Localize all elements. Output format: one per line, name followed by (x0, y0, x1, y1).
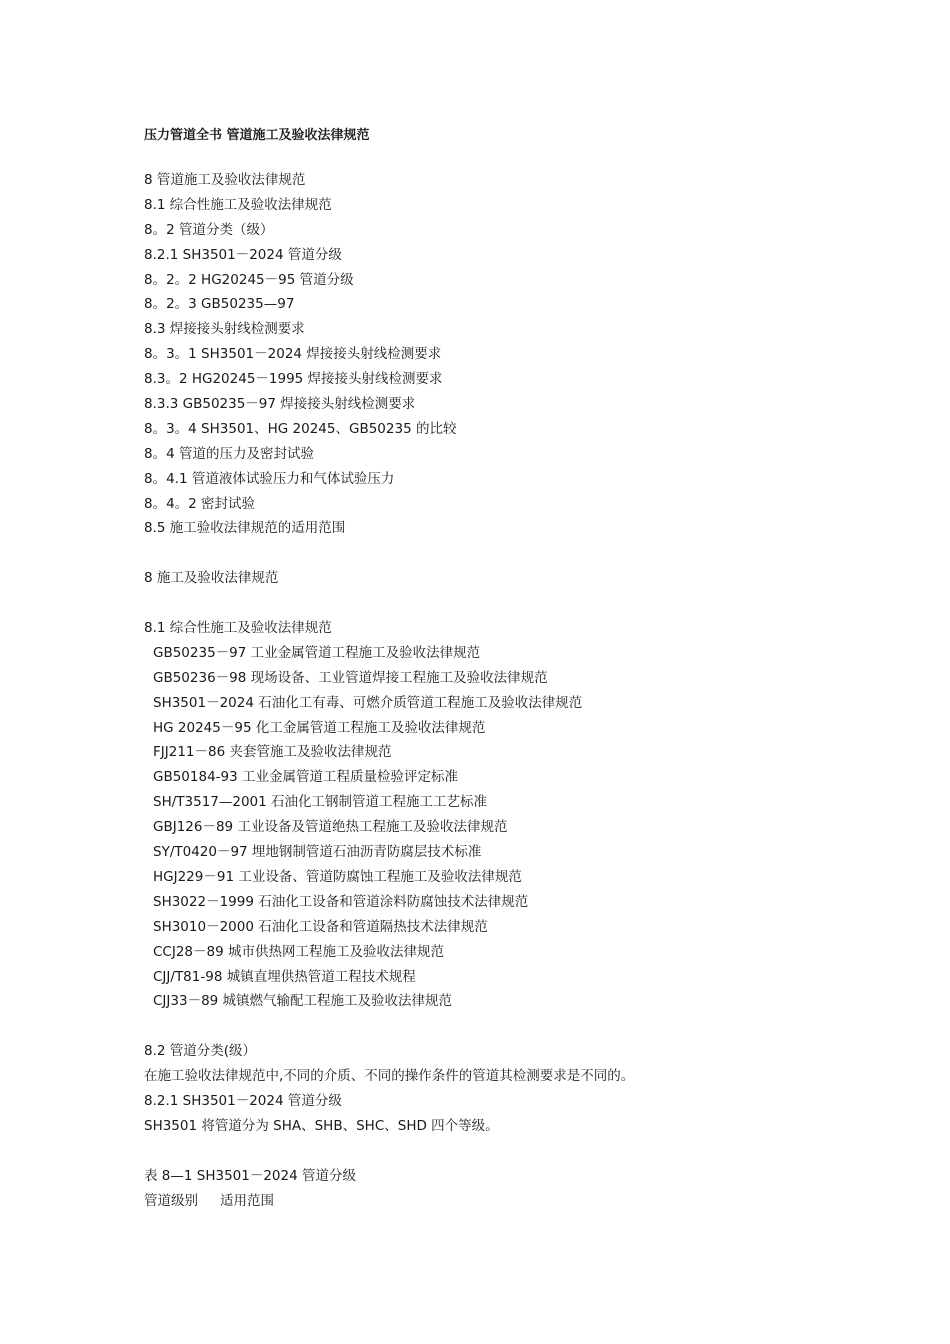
table-8-1 (144, 1164, 824, 1214)
toc-item: 8.3.3 GB50235－97 焊接接头射线检测要求 (144, 396, 416, 413)
standard-item: CCJ28－89 城市供热网工程施工及验收法律规范 (153, 943, 444, 960)
toc-item: 8.3。2 HG20245－1995 焊接接头射线检测要求 (144, 371, 443, 388)
standard-item: GBJ126－89 工业设备及管道绝热工程施工及验收法律规范 (153, 819, 508, 836)
standard-item: CJJ33－89 城镇燃气输配工程施工及验收法律规范 (153, 993, 453, 1010)
standard-item: SH3501－2024 石油化工有毒、可燃介质管道工程施工及验收法律规范 (153, 694, 583, 711)
standard-item: HG 20245－95 化工金属管道工程施工及验收法律规范 (153, 719, 486, 736)
toc-item: 8。4。2 密封试验 (144, 495, 256, 512)
section-heading: 8.2 管道分类(级） (144, 1043, 257, 1060)
standard-item: GB50184-93 工业金属管道工程质量检验评定标准 (153, 769, 459, 786)
toc-item: 8 管道施工及验收法律规范 (144, 172, 306, 188)
table-header-cell: 适用范围 (220, 1192, 274, 1209)
table-caption: 表 8—1 SH3501－2024 管道分级 (144, 1167, 356, 1184)
toc-item: 8。3。1 SH3501－2024 焊接接头射线检测要求 (144, 346, 442, 363)
section-8-2 (144, 1039, 824, 1139)
standard-item: SH/T3517—2001 石油化工钢制管道工程施工工艺标准 (153, 794, 488, 811)
toc-item: 8。2。3 GB50235—97 (144, 296, 295, 313)
standard-item: GB50235－97 工业金属管道工程施工及验收法律规范 (153, 644, 481, 661)
toc-item: 8.1 综合性施工及验收法律规范 (144, 196, 332, 213)
chapter-heading: 8 施工及验收法律规范 (144, 570, 279, 587)
standard-item: SY/T0420－97 埋地钢制管道石油沥青防腐层技术标准 (153, 844, 482, 861)
toc-item: 8。4 管道的压力及密封试验 (144, 445, 314, 462)
subsection-heading: 8.2.1 SH3501－2024 管道分级 (144, 1092, 342, 1109)
table-header-row (144, 1189, 824, 1214)
section-8-1 (144, 616, 824, 1014)
toc-item: 8.5 施工验收法律规范的适用范围 (144, 520, 346, 537)
toc-item: 8。4.1 管道液体试验压力和气体试验压力 (144, 470, 395, 487)
standard-item: SH3010－2000 石油化工设备和管道隔热技术法律规范 (153, 918, 488, 935)
toc-item: 8。3。4 SH3501、HG 20245、GB50235 的比较 (144, 420, 457, 437)
document-title: 压力管道全书 管道施工及验收法律规范 (144, 128, 370, 143)
paragraph: SH3501 将管道分为 SHA、SHB、SHC、SHD 四个等级。 (144, 1117, 499, 1134)
toc-item: 8.2.1 SH3501－2024 管道分级 (144, 246, 342, 263)
standard-item: SH3022－1999 石油化工设备和管道涂料防腐蚀技术法律规范 (153, 893, 529, 910)
table-of-contents (144, 168, 824, 541)
standard-item: CJJ/T81-98 城镇直埋供热管道工程技术规程 (153, 968, 416, 985)
paragraph: 在施工验收法律规范中,不同的介质、不同的操作条件的管道其检测要求是不同的。 (144, 1068, 635, 1085)
document-body (144, 124, 824, 1213)
standard-item: GB50236－98 现场设备、工业管道焊接工程施工及验收法律规范 (153, 669, 548, 686)
standard-item: FJJ211－86 夹套管施工及验收法律规范 (153, 744, 392, 761)
standard-item: HGJ229－91 工业设备、管道防腐蚀工程施工及验收法律规范 (153, 868, 522, 885)
table-header-cell: 管道级别 (144, 1192, 198, 1209)
toc-item: 8。2 管道分类（级） (144, 221, 274, 238)
toc-item: 8。2。2 HG20245－95 管道分级 (144, 271, 354, 288)
toc-item: 8.3 焊接接头射线检测要求 (144, 321, 305, 338)
section-heading: 8.1 综合性施工及验收法律规范 (144, 620, 332, 637)
